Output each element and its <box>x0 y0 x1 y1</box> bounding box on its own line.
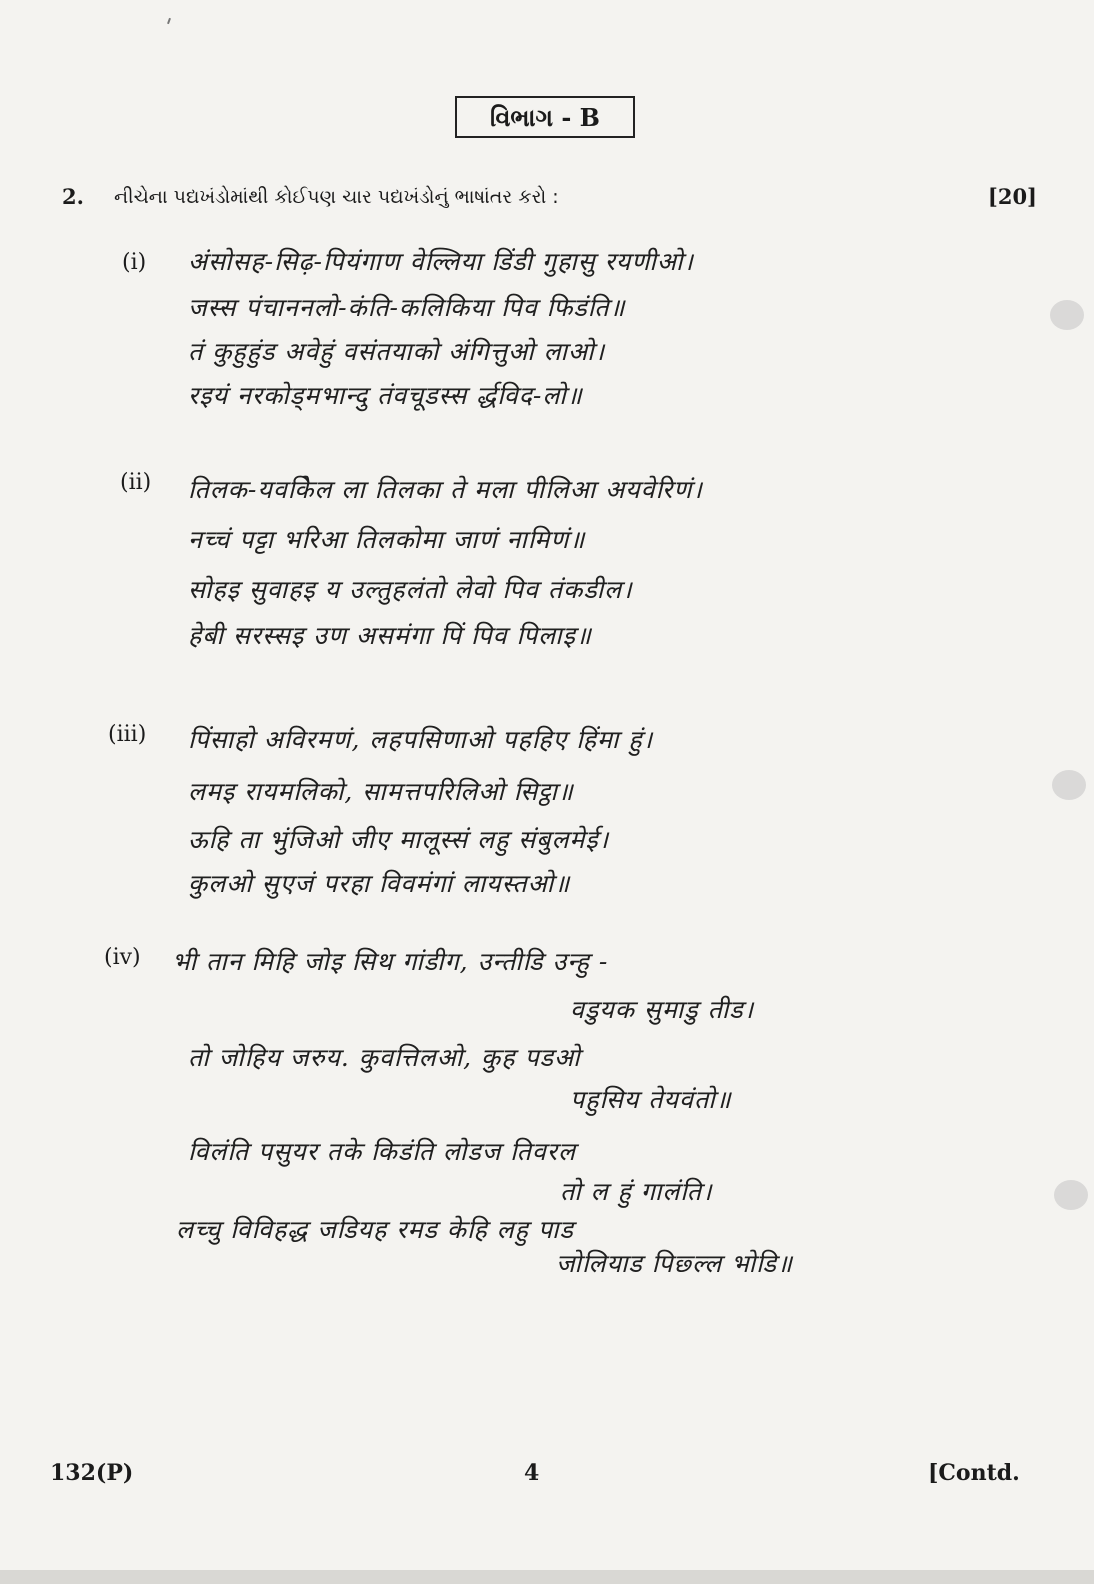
scan-border <box>0 1570 1094 1584</box>
verse-line: तो जोहिय जरुय. कुवत्तिलओ, कुह पडओ <box>188 1043 581 1072</box>
verse-line: तो ल हुं गालंति। <box>560 1177 713 1206</box>
question-number: 2. <box>62 184 84 209</box>
punch-hole-mark <box>1052 770 1086 800</box>
question-text: નીચેના પદ્યખંડોમાંથી કોઈપણ ચાર પદ્યખંડોનું ભાષાંતર કરો : <box>114 186 559 208</box>
verse-line: सोहइ सुवाहइ य उल्तुहलंतो लेवो पिव तंकडील। <box>188 575 633 604</box>
verse-line: जस्स पंचाननलो-कंति-कलिकिया पिव फिडंति॥ <box>188 293 626 322</box>
verse-line: भी तान मिहि जोइ सिथ गांडीग, उन्तीडि उन्हु - <box>172 947 609 976</box>
verse-line: अंसोसह-सिढ़-पियंगाण वेल्लिया डिंडी गुहासु रयणीओ। <box>188 247 694 276</box>
part-label: (iii) <box>108 722 147 747</box>
verse-line: कुलओ सुएजं परहा विवमंगां लायस्तओ॥ <box>188 869 571 898</box>
paper-code: 132(P) <box>50 1460 134 1486</box>
verse-line: पहुसिय तेयवंतो॥ <box>570 1085 732 1114</box>
verse-line: तं कुहुहुंड अवेहुं वसंतयाको अंगित्तुओ लाओ। <box>188 337 606 366</box>
verse-line: लमइ रायमलिको, सामत्तपरिलिओ सिट्ठा॥ <box>188 777 574 806</box>
question-row <box>62 184 1037 220</box>
verse-line: हेबी सरस्सइ उण असमंगा पिं पिव पिलाइ॥ <box>188 621 592 650</box>
verse-line: विलंति पसुयर तके किडंति लोडज तिवरल <box>188 1137 576 1166</box>
verse-line: नच्चं पट्टा भरिआ तिलकोमा जाणं नामिणं॥ <box>188 525 586 554</box>
verse-line: जोलियाड पिछ्ल्ल भोडि॥ <box>556 1249 793 1278</box>
part-label: (ii) <box>120 470 152 495</box>
scan-speck <box>167 18 171 24</box>
verse-line: ऊहि ता भुंजिओ जीए मालूस्सं लहु संबुलमेई। <box>188 825 610 854</box>
punch-hole-mark <box>1054 1180 1088 1210</box>
verse-line: तिलक-यवकेिल ला तिलका ते मला पीलिआ अयवेरिणं। <box>188 475 703 504</box>
part-label: (i) <box>122 250 147 275</box>
part-label: (iv) <box>104 945 141 970</box>
section-title: વિભાગ - B <box>455 96 635 138</box>
verse-line: रइयं नरकोड्मभान्दु तंवचूडस्स र्द्धविद-लो॥ <box>188 381 583 410</box>
verse-line: वडुयक सुमाडु तीड। <box>570 995 755 1024</box>
continued-note: [Contd. <box>928 1460 1020 1486</box>
page-number: 4 <box>524 1460 540 1486</box>
punch-hole-mark <box>1050 300 1084 330</box>
verse-line: पिंसाहो अविरमणं, लहपसिणाओ पहहिए हिंमा हुं। <box>188 725 654 754</box>
verse-line: लच्चु विविहद्ध जडियह रमड केहि लहु पाड <box>176 1215 574 1244</box>
question-marks: [20] <box>987 184 1037 209</box>
